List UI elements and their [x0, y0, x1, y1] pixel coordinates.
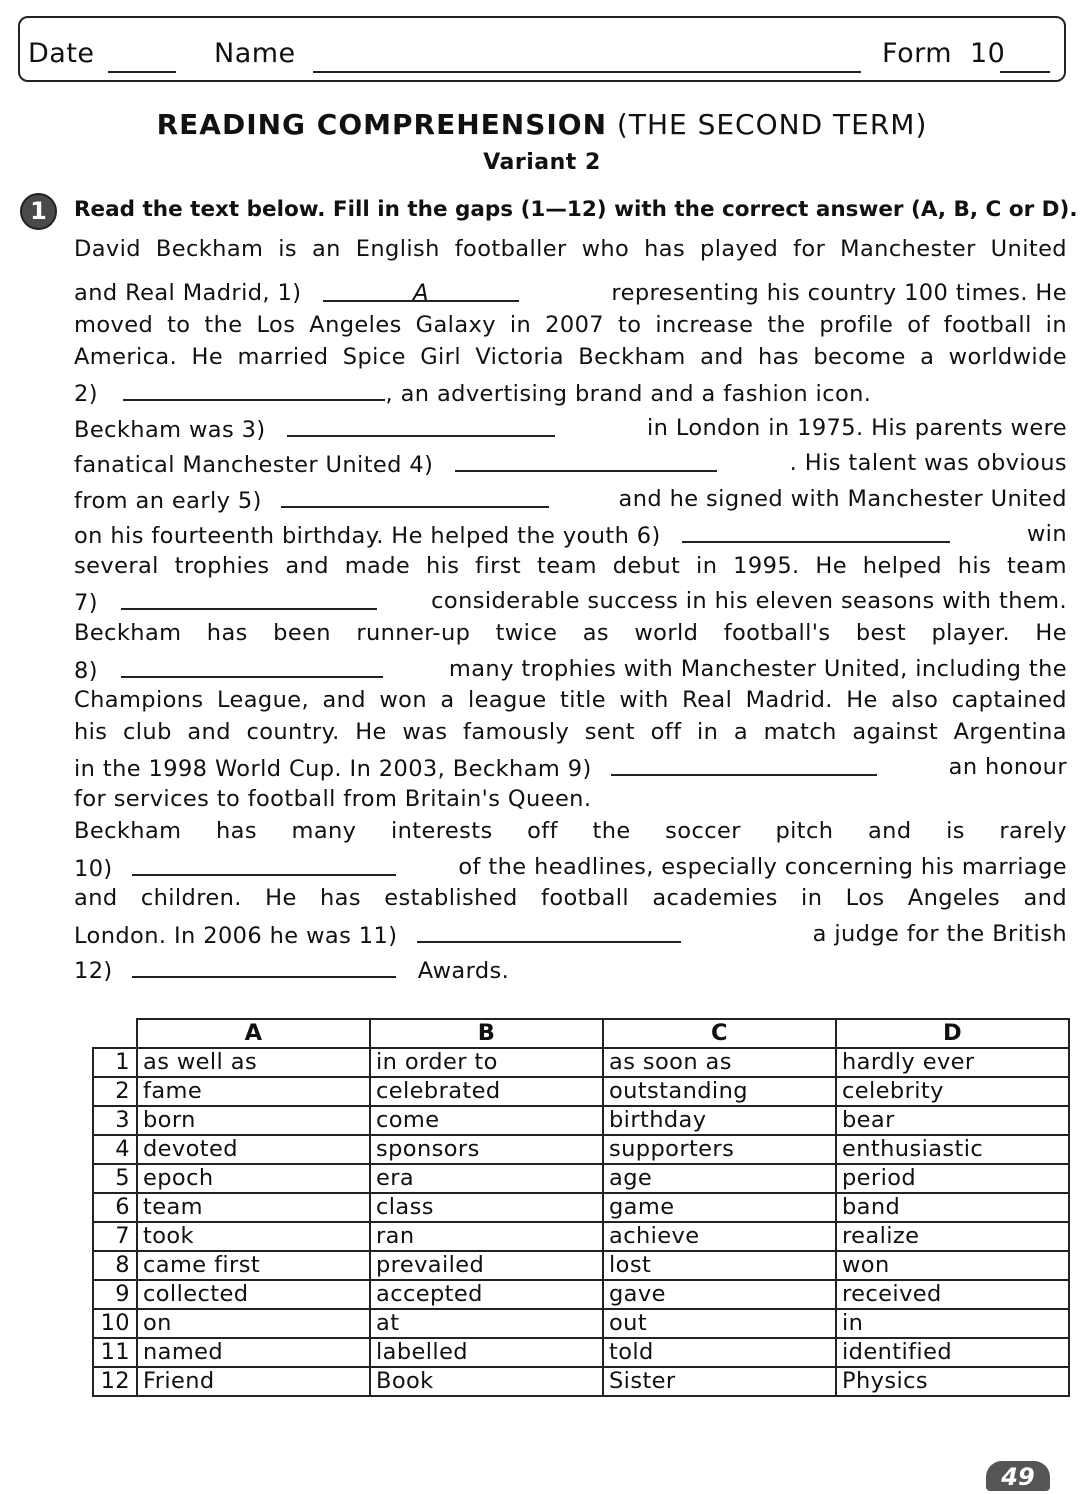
title-bold: READING COMPREHENSION [156, 108, 608, 141]
text-line: moved to the Los Angeles Galaxy in 2007 to increase the profile of football in [74, 312, 1067, 338]
name-label: Name [214, 38, 296, 69]
option-b[interactable]: class [370, 1193, 603, 1222]
text-line: 12) Awards. [74, 954, 1067, 986]
row-number: 3 [93, 1106, 137, 1135]
option-b[interactable]: come [370, 1106, 603, 1135]
row-number: 12 [93, 1367, 137, 1396]
text-line: from an early 5) and he signed with Manchester United [74, 486, 1067, 514]
row-number: 2 [93, 1077, 137, 1106]
text-line: 7) considerable success in his eleven seasons with them. [74, 588, 1067, 616]
text-line: on his fourteenth birthday. He helped the youth 6) win [74, 521, 1067, 549]
text-line: London. In 2006 he was 11) a judge for the British [74, 921, 1067, 949]
option-d[interactable]: enthusiastic [836, 1135, 1069, 1164]
answer-options-table [92, 1018, 1070, 1397]
row-number: 1 [93, 1048, 137, 1077]
option-d[interactable]: hardly ever [836, 1048, 1069, 1077]
option-b[interactable]: celebrated [370, 1077, 603, 1106]
title-term: (THE SECOND TERM) [616, 108, 928, 141]
gap-12[interactable] [132, 954, 396, 978]
column-header-b: B [370, 1019, 603, 1048]
row-number: 6 [93, 1193, 137, 1222]
gap-10[interactable] [132, 852, 396, 876]
column-header-c: C [603, 1019, 836, 1048]
option-d[interactable]: celebrity [836, 1077, 1069, 1106]
date-field[interactable] [108, 71, 176, 73]
option-d[interactable]: period [836, 1164, 1069, 1193]
gap-5[interactable] [281, 484, 549, 508]
option-d[interactable]: realize [836, 1222, 1069, 1251]
gap-2[interactable] [123, 377, 385, 401]
option-a[interactable]: fame [137, 1077, 370, 1106]
text-line: 2) , an advertising brand and a fashion icon. [74, 377, 1067, 409]
option-a[interactable]: took [137, 1222, 370, 1251]
table-row [93, 1280, 1069, 1309]
row-number: 4 [93, 1135, 137, 1164]
task-instruction: Read the text below. Fill in the gaps (1—12) with the correct answer (A, B, C or D). [74, 197, 1078, 222]
row-number: 11 [93, 1338, 137, 1367]
option-b[interactable]: Book [370, 1367, 603, 1396]
text-line: 8) many trophies with Manchester United, including the [74, 656, 1067, 684]
row-number: 8 [93, 1251, 137, 1280]
text-line: Beckham was 3) in London in 1975. His parents were [74, 415, 1067, 443]
option-a[interactable]: came first [137, 1251, 370, 1280]
text-line: fanatical Manchester United 4) . His talent was obvious [74, 450, 1067, 478]
text-line: David Beckham is an English footballer who has played for Manchester United [74, 236, 1067, 262]
form-field[interactable] [1000, 71, 1050, 73]
name-field[interactable] [313, 71, 861, 73]
text-line: and children. He has established football academies in Los Angeles and [74, 885, 1067, 911]
option-b[interactable]: era [370, 1164, 603, 1193]
text-line: America. He married Spice Girl Victoria Beckham and has become a worldwide [74, 344, 1067, 370]
option-c[interactable]: gave [603, 1280, 836, 1309]
table-row [93, 1367, 1069, 1396]
text-line: and Real Madrid, 1) A representing his country 100 times. He [74, 280, 1067, 306]
page-title [0, 108, 1084, 141]
gap-3[interactable] [287, 413, 555, 437]
gap-8[interactable] [121, 654, 383, 678]
option-c[interactable]: achieve [603, 1222, 836, 1251]
option-a[interactable]: epoch [137, 1164, 370, 1193]
text-line: his club and country. He was famously sent off in a match against Argentina [74, 719, 1067, 745]
option-d[interactable]: Physics [836, 1367, 1069, 1396]
option-c[interactable]: age [603, 1164, 836, 1193]
row-number: 7 [93, 1222, 137, 1251]
option-d[interactable]: identified [836, 1338, 1069, 1367]
row-number: 10 [93, 1309, 137, 1338]
text-line: Beckham has many interests off the soccer pitch and is rarely [74, 818, 1067, 844]
table-row [93, 1135, 1069, 1164]
gap-9[interactable] [611, 752, 877, 776]
gap-1[interactable]: A [323, 278, 519, 302]
gap-7[interactable] [121, 586, 377, 610]
option-c[interactable]: as soon as [603, 1048, 836, 1077]
text-line: Beckham has been runner-up twice as world football's best player. He [74, 620, 1067, 646]
table-corner [93, 1019, 137, 1048]
form-value: 10 [970, 38, 1006, 69]
option-a[interactable]: born [137, 1106, 370, 1135]
page-number: 49 [986, 1461, 1050, 1491]
option-c[interactable]: game [603, 1193, 836, 1222]
option-c[interactable]: Sister [603, 1367, 836, 1396]
option-a[interactable]: collected [137, 1280, 370, 1309]
text-line: Champions League, and won a league title with Real Madrid. He also captained [74, 687, 1067, 713]
gap-4[interactable] [455, 448, 717, 472]
table-row [93, 1106, 1069, 1135]
gap-11[interactable] [417, 919, 681, 943]
option-c[interactable]: outstanding [603, 1077, 836, 1106]
table-row [93, 1251, 1069, 1280]
option-a[interactable]: on [137, 1309, 370, 1338]
option-b[interactable]: ran [370, 1222, 603, 1251]
option-a[interactable]: Friend [137, 1367, 370, 1396]
table-row [93, 1164, 1069, 1193]
table-row [93, 1338, 1069, 1367]
option-c[interactable]: supporters [603, 1135, 836, 1164]
option-c[interactable]: told [603, 1338, 836, 1367]
form-label: Form [882, 38, 953, 69]
option-b[interactable]: in order to [370, 1048, 603, 1077]
option-c[interactable]: lost [603, 1251, 836, 1280]
row-number: 9 [93, 1280, 137, 1309]
option-b[interactable]: at [370, 1309, 603, 1338]
option-a[interactable]: devoted [137, 1135, 370, 1164]
option-d[interactable]: won [836, 1251, 1069, 1280]
option-d[interactable]: band [836, 1193, 1069, 1222]
variant-label: Variant 2 [483, 150, 601, 175]
table-row [93, 1222, 1069, 1251]
option-c[interactable]: out [603, 1309, 836, 1338]
option-b[interactable]: prevailed [370, 1251, 603, 1280]
option-b[interactable]: accepted [370, 1280, 603, 1309]
option-d[interactable]: in [836, 1309, 1069, 1338]
option-d[interactable]: received [836, 1280, 1069, 1309]
text-line: for services to football from Britain's Queen. [74, 786, 592, 812]
table-row [93, 1048, 1069, 1077]
table-row [93, 1193, 1069, 1222]
option-a[interactable]: as well as [137, 1048, 370, 1077]
table-row [93, 1309, 1069, 1338]
column-header-a: A [137, 1019, 370, 1048]
option-c[interactable]: birthday [603, 1106, 836, 1135]
row-number: 5 [93, 1164, 137, 1193]
text-line: several trophies and made his first team debut in 1995. He helped his team [74, 553, 1067, 579]
table-row [93, 1077, 1069, 1106]
option-d[interactable]: bear [836, 1106, 1069, 1135]
text-line: in the 1998 World Cup. In 2003, Beckham 9) an honour [74, 754, 1067, 782]
option-a[interactable]: team [137, 1193, 370, 1222]
column-header-d: D [836, 1019, 1069, 1048]
option-b[interactable]: sponsors [370, 1135, 603, 1164]
gap-6[interactable] [682, 519, 950, 543]
date-label: Date [28, 38, 95, 69]
text-line: 10) of the headlines, especially concerning his marriage [74, 854, 1067, 882]
task-number-badge: 1 [20, 193, 57, 230]
option-a[interactable]: named [137, 1338, 370, 1367]
option-b[interactable]: labelled [370, 1338, 603, 1367]
